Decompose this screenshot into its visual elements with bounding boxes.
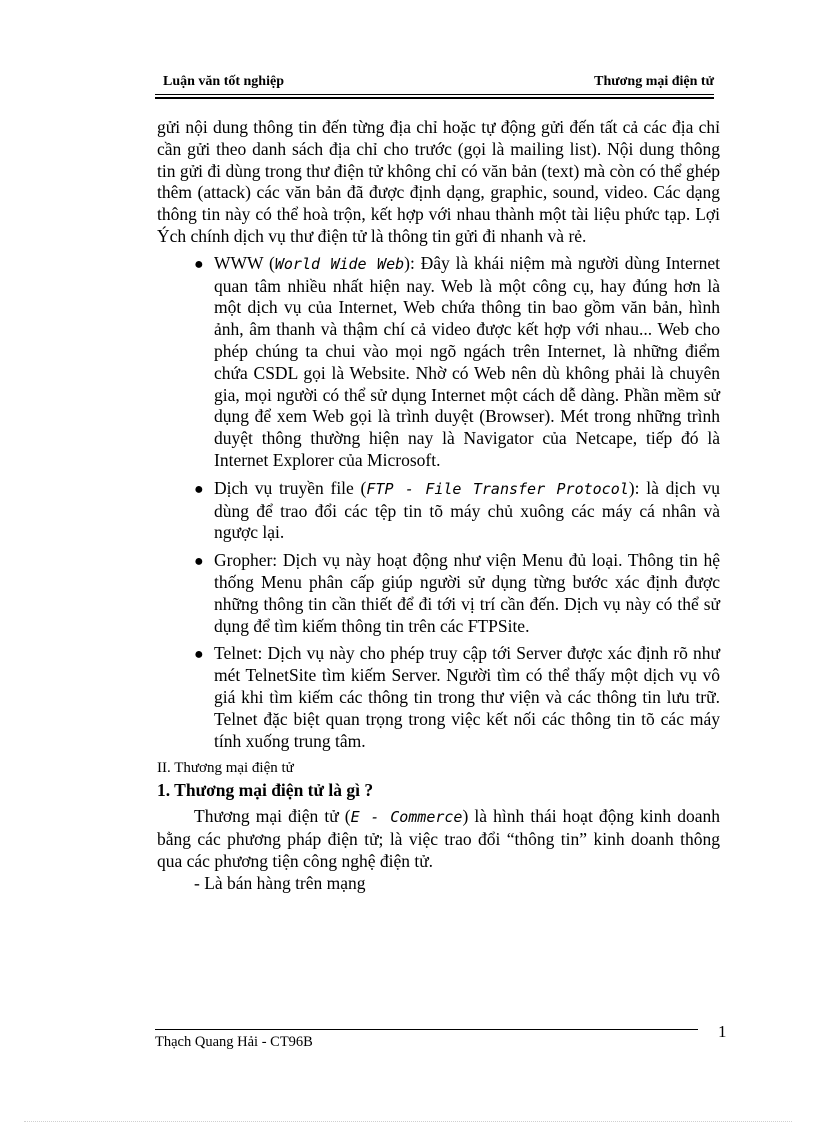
list-item-text: ): là dịch vụ dùng để trao đổi các tệp tin tõ máy chủ xuông các máy cá nhân và ngược lại.: [214, 477, 720, 543]
bullet-icon: ●: [194, 480, 204, 498]
footer-author: Thạch Quang Hải - CT96B: [155, 1034, 313, 1050]
header-rule-thick: [155, 97, 714, 99]
list-item-text: ): Đây là khái niệm mà người dùng Internet quan tâm nhiều nhất hiện nay. Web là một công cụ, hay đúng hơn là một dịch vụ của Internet, Web chứa thông tin bao gồm văn bản, hình ảnh, âm thanh và thậm chí cả video được kết hợp với nhau... Web cho phép chúng ta chui vào mọi ngõ ngách trên Internet, là những điểm chứa CSDL gọi là Website. Nhờ có Web nên dù không phải là chuyên gia, mọi người có thể sử dụng Internet một cách dễ dàng. Phần mềm sử dụng để xem Web gọi là trình duyệt (Browser). Mét trong những trình duyệt thông thường hiện nay là Navigator của Netcape, tiếp đó là Internet Explorer của Microsoft.: [214, 252, 720, 470]
dash-line: - Là bán hàng trên mạng: [194, 872, 366, 893]
list-item-text: WWW (: [214, 252, 275, 273]
intro-paragraph: gửi nội dung thông tin đến từng địa chỉ hoặc tự động gửi đến tất cả các địa chỉ cần gửi theo danh sách địa chỉ cho trước (gọi là mailing list). Nội dung thông tin gửi đi dùng trong thư điện tử không chỉ có văn bản (text) mà còn có thể ghép thêm (attack) các văn bản đã được định dạng, graphic, sound, video. Các dạng thông tin này có thể hoà trộn, kết hợp với nhau thành một tài liệu phức tạp. Lợi Ých chính dịch vụ thư điện tử là thông tin gửi đi nhanh và rẻ.: [157, 117, 720, 246]
header-document-title: Luận văn tốt nghiệp: [163, 74, 284, 89]
list-item-term: FTP - File Transfer Protocol: [366, 479, 629, 498]
definition-term: E - Commerce: [350, 808, 463, 827]
definition-text: Thương mại điện tử (: [194, 806, 351, 827]
list-item-ftp: [157, 478, 720, 544]
definition-text: ) là hình thái hoạt động kinh doanh bằng các phương pháp điện tử; là việc trao đổi “thông tin” kinh doanh thông qua các phương tiện công nghệ điện tử.: [157, 806, 720, 871]
page-content: [157, 117, 720, 895]
page-boundary: [24, 1121, 792, 1122]
header-topic: Thương mại điện tử: [594, 74, 714, 89]
bullet-icon: ●: [194, 646, 204, 664]
definition-paragraph: [157, 806, 720, 872]
list-item-text: Gropher: Dịch vụ này hoạt động như viện Menu đủ loại. Thông tin hệ thống Menu phân cấp giúp người sử dụng từng bước xác định được những thông tin cần thiết để đi tới vị trí cần đến. Dịch vụ này có thể sử dụng để tìm kiếm thông tin trên các FTPSite.: [214, 550, 720, 636]
bullet-icon: ●: [194, 255, 204, 273]
subsection-heading: 1. Thương mại điện tử là gì ?: [157, 780, 374, 801]
list-item-telnet: [157, 643, 720, 752]
services-list: [157, 253, 720, 753]
list-item-term: World Wide Web: [274, 254, 405, 273]
header-rule-thin: [155, 94, 714, 95]
list-item-gropher: [157, 550, 720, 637]
list-item-text: Dịch vụ truyền file (: [214, 477, 367, 498]
page-number: 1: [718, 1022, 727, 1041]
bullet-icon: ●: [194, 553, 204, 571]
list-item-www: [157, 253, 720, 472]
section-heading: II. Thương mại điện tử: [157, 760, 294, 777]
page-header: [155, 74, 714, 94]
footer-rule: [155, 1029, 698, 1030]
list-item-text: Telnet: Dịch vụ này cho phép truy cập tới Server được xác định rõ như mét TelnetSite tìm kiếm Server. Người tìm có thể thấy một dịch vụ vô giá khi tìm kiếm các thông tin trong thư viện và các thông tin lưu trữ. Telnet đặc biệt quan trọng trong việc kết nối các thông tin tõ các máy tính xuống trung tâm.: [214, 643, 720, 751]
